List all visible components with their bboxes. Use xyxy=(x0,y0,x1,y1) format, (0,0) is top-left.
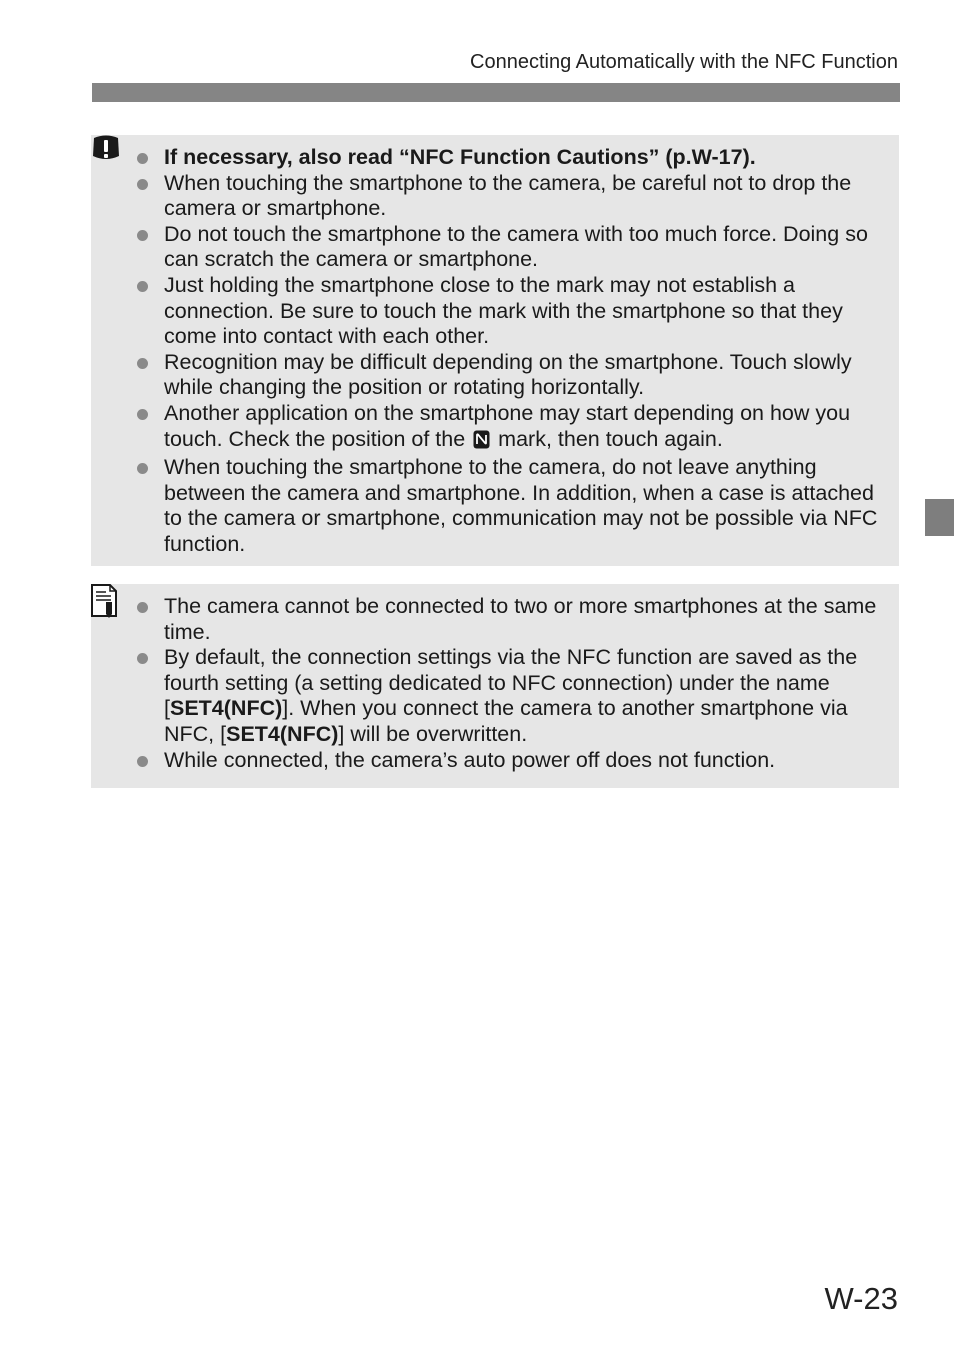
caution-item: If necessary, also read “NFC Function Cautions” (p.W-17). xyxy=(164,145,885,171)
note-text: By default, the connection settings via the NFC function are saved as the fourth setting (a setting dedicated to NFC connection) under the name [ xyxy=(164,645,858,721)
caution-item xyxy=(164,401,885,455)
caution-item-text: Another application on the smartphone may start depending on how you touch. Check the position of the xyxy=(164,400,851,451)
note-text: ] will be overwritten. xyxy=(338,721,528,746)
memo-icon xyxy=(91,584,121,625)
caution-item: When touching the smartphone to the camera, do not leave anything between the camera and smartphone. In addition, when a case is attached to the camera or smartphone, communication may not be possible via NFC function. xyxy=(164,455,885,557)
note-list xyxy=(164,594,885,773)
setting-name: SET4(NFC) xyxy=(169,696,283,721)
note-box xyxy=(91,584,899,788)
caution-item: Just holding the smartphone close to the mark may not establish a connection. Be sure to touch the mark with the smartphone so that they come into contact with each other. xyxy=(164,273,885,350)
note-item: While connected, the camera’s auto power off does not function. xyxy=(164,748,885,774)
running-header: Connecting Automatically with the NFC Function xyxy=(470,51,898,73)
caution-item: Recognition may be difficult depending on the smartphone. Touch slowly while changing the position or rotating horizontally. xyxy=(164,350,885,401)
caution-icon xyxy=(91,135,121,172)
note-item: The camera cannot be connected to two or more smartphones at the same time. xyxy=(164,594,885,645)
caution-item: When touching the smartphone to the camera, be careful not to drop the camera or smartphone. xyxy=(164,171,885,222)
setting-name: SET4(NFC) xyxy=(226,721,339,746)
header-bar xyxy=(92,83,900,102)
caution-item-text: mark, then touch again. xyxy=(498,426,723,451)
page-number: W-23 xyxy=(824,1281,898,1316)
nfc-mark-icon xyxy=(473,430,490,456)
note-text: ]. When you connect the camera to another smartphone via NFC, [ xyxy=(164,696,848,746)
caution-list xyxy=(164,145,885,558)
section-tab xyxy=(925,499,954,536)
note-item xyxy=(164,645,885,747)
caution-item: Do not touch the smartphone to the camera with too much force. Doing so can scratch the camera or smartphone. xyxy=(164,222,885,273)
caution-box xyxy=(91,135,899,566)
